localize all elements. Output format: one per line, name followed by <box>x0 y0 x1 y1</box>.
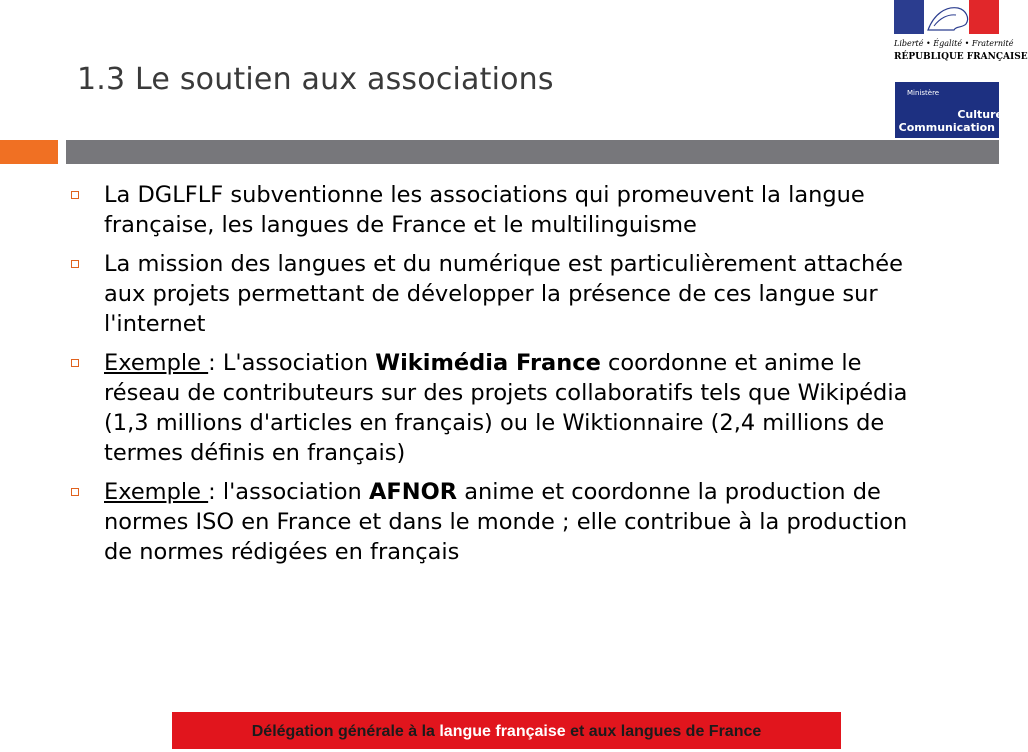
square-bullet-icon <box>71 488 79 496</box>
ministere-culture-text: Culture <box>957 108 1003 121</box>
bullet-list <box>70 180 940 576</box>
square-bullet-icon <box>71 191 79 199</box>
bullet-item-2 <box>70 249 940 339</box>
title-divider-bar <box>66 140 999 164</box>
republique-francaise-logo <box>892 0 1028 70</box>
ministere-communication-text: Communication <box>898 121 995 134</box>
bullet-text: La mission des langues et du numérique est particulièrement attachée aux projets permettant de développer la présence de ces langue sur l'internet <box>104 251 903 337</box>
bullet-separator: : l'association <box>208 479 369 505</box>
square-bullet-icon <box>71 260 79 268</box>
footer-highlight: langue française <box>439 723 566 740</box>
title-accent-orange <box>0 140 58 164</box>
bullet-text: anime et coordonne la production de normes ISO en France et dans le monde ; elle contribue à la production de normes rédigées en français <box>104 479 908 565</box>
bullet-item-3 <box>70 348 940 468</box>
bullet-item-1 <box>70 180 940 240</box>
marianne-flag-icon <box>894 0 999 34</box>
example-label: Exemple <box>104 479 209 505</box>
bullet-text: La DGLFLF subventionne les associations qui promeuvent la langue française, les langues de France et le multilinguisme <box>104 182 865 238</box>
footer-banner <box>172 712 841 749</box>
footer-text-part2: et aux langues de France <box>565 723 762 740</box>
association-name: AFNOR <box>368 479 458 505</box>
bullet-separator: : L'association <box>208 350 376 376</box>
square-bullet-icon <box>71 359 79 367</box>
footer-text-part1: Délégation générale à la <box>251 723 440 740</box>
example-label: Exemple <box>104 350 209 376</box>
ministere-culture-logo <box>895 82 1003 138</box>
bullet-item-4 <box>70 477 940 567</box>
republique-motto: Liberté • Égalité • Fraternité <box>894 39 1014 48</box>
slide-title: 1.3 Le soutien aux associations <box>77 62 554 97</box>
ministere-label: Ministère <box>907 89 940 97</box>
bullet-text: coordonne et anime le réseau de contributeurs sur des projets collaboratifs tels que Wikipédia (1,3 millions d'articles en français) ou le Wiktionnaire (2,4 millions de termes définis en français) <box>104 350 908 466</box>
republique-name: RÉPUBLIQUE FRANÇAISE <box>894 52 1028 62</box>
association-name: Wikimédia France <box>375 350 601 376</box>
